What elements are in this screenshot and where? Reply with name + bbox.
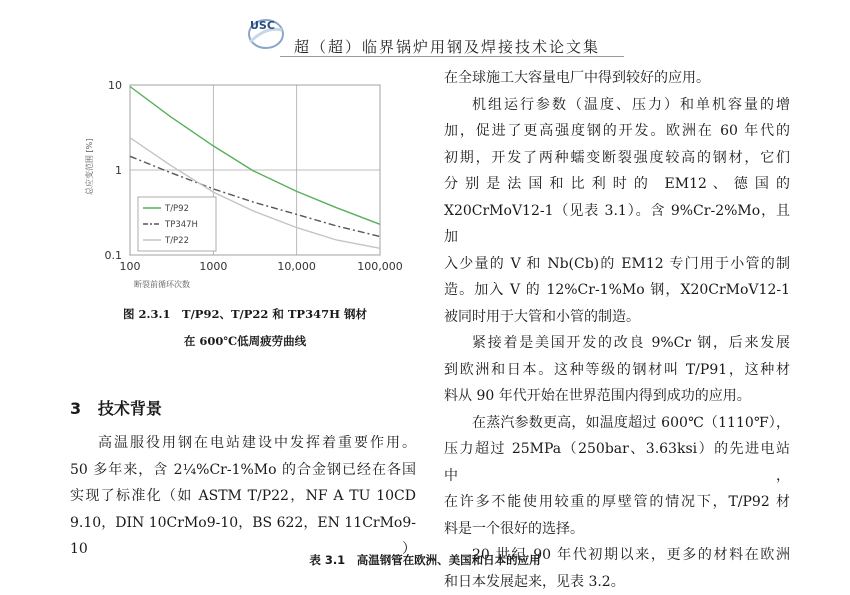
table-caption: 表 3.1 高温钢管在欧洲、美国和日本的应用	[0, 552, 850, 568]
y-axis-label: 总应变范围 [%]	[84, 139, 94, 195]
section-heading	[70, 396, 162, 419]
right-line: X20CrMoV12-1（见表 3.1）。含 9%Cr-2%Mo，且加	[444, 198, 790, 251]
right-line: 料是一个很好的选择。	[444, 516, 790, 543]
left-column	[70, 430, 416, 563]
x-tick-label: 100	[120, 260, 141, 273]
fatigue-chart	[70, 70, 420, 295]
usc-logo	[244, 12, 284, 52]
legend-label: T/P92	[164, 204, 189, 214]
right-line: 入少量的 V 和 Nb(Cb)的 EM12 专门用于小管的制	[444, 251, 790, 278]
right-line: 机组运行参数（温度、压力）和单机容量的增	[444, 92, 790, 119]
left-line: 实现了标准化（如 ASTM T/P22，NF A TU 10CD	[70, 483, 416, 510]
right-line: 被同时用于大管和小管的制造。	[444, 304, 790, 331]
right-line: 初期，开发了两种蠕变断裂强度较高的钢材，它们	[444, 145, 790, 172]
x-tick-label: 10,000	[277, 260, 316, 273]
left-line: 9.10，DIN 10CrMo9-10，BS 622，EN 11CrMo9-10）	[70, 510, 416, 563]
y-tick-label: 0.1	[105, 249, 123, 262]
running-title: 超（超）临界锅炉用钢及焊接技术论文集	[294, 36, 600, 57]
left-line: 50 多年来，含 2¼%Cr-1%Mo 的合金钢已经在各国	[70, 457, 416, 484]
legend-label: T/P22	[164, 236, 189, 246]
page-header	[244, 12, 624, 56]
figure-caption-line1: 图 2.3.1 T/P92、T/P22 和 TP347H 钢材	[70, 306, 420, 322]
right-line: 20 世纪 90 年代初期以来，更多的材料在欧洲	[444, 542, 790, 569]
right-line: 紧接着是美国开发的改良 9%Cr 钢，后来发展	[444, 330, 790, 357]
right-line: 加，促进了更高强度钢的开发。欧洲在 60 年代的	[444, 118, 790, 145]
right-line: 料从 90 年代开始在世界范围内得到成功的应用。	[444, 383, 790, 410]
right-column	[444, 65, 790, 595]
x-tick-label: 1000	[199, 260, 227, 273]
figure-caption-line2: 在 600℃低周疲劳曲线	[70, 333, 420, 349]
x-tick-label: 100,000	[357, 260, 403, 273]
header-rule	[280, 56, 624, 57]
left-line: 高温服役用钢在电站建设中发挥着重要作用。	[70, 430, 416, 457]
y-tick-label: 1	[115, 164, 122, 177]
section-title: 技术背景	[98, 399, 162, 418]
fatigue-chart-svg	[70, 70, 420, 295]
right-line: 在全球施工大容量电厂中得到较好的应用。	[444, 65, 790, 92]
right-line: 在蒸汽参数更高，如温度超过 600℃（1110℉），	[444, 410, 790, 437]
right-line: 分 别 是 法 国 和 比 利 时 的 EM12 、 德 国 的	[444, 171, 790, 198]
logo-text: USC	[250, 19, 275, 32]
right-line: 造。加入 V 的 12%Cr-1%Mo 钢，X20CrMoV12-1	[444, 277, 790, 304]
x-axis-label: 断裂前循环次数	[134, 279, 190, 289]
y-tick-label: 10	[108, 79, 122, 92]
right-line: 到欧洲和日本。这种等级的钢材叫 T/P91，这种材	[444, 357, 790, 384]
legend-label: TP347H	[164, 220, 198, 230]
right-line: 和日本发展起来，见表 3.2。	[444, 569, 790, 595]
right-line: 在许多不能使用较重的厚壁管的情况下，T/P92 材	[444, 489, 790, 516]
right-line: 压力超过 25MPa（250bar、3.63ksi）的先进电站中，	[444, 436, 790, 489]
section-number: 3	[70, 399, 81, 418]
